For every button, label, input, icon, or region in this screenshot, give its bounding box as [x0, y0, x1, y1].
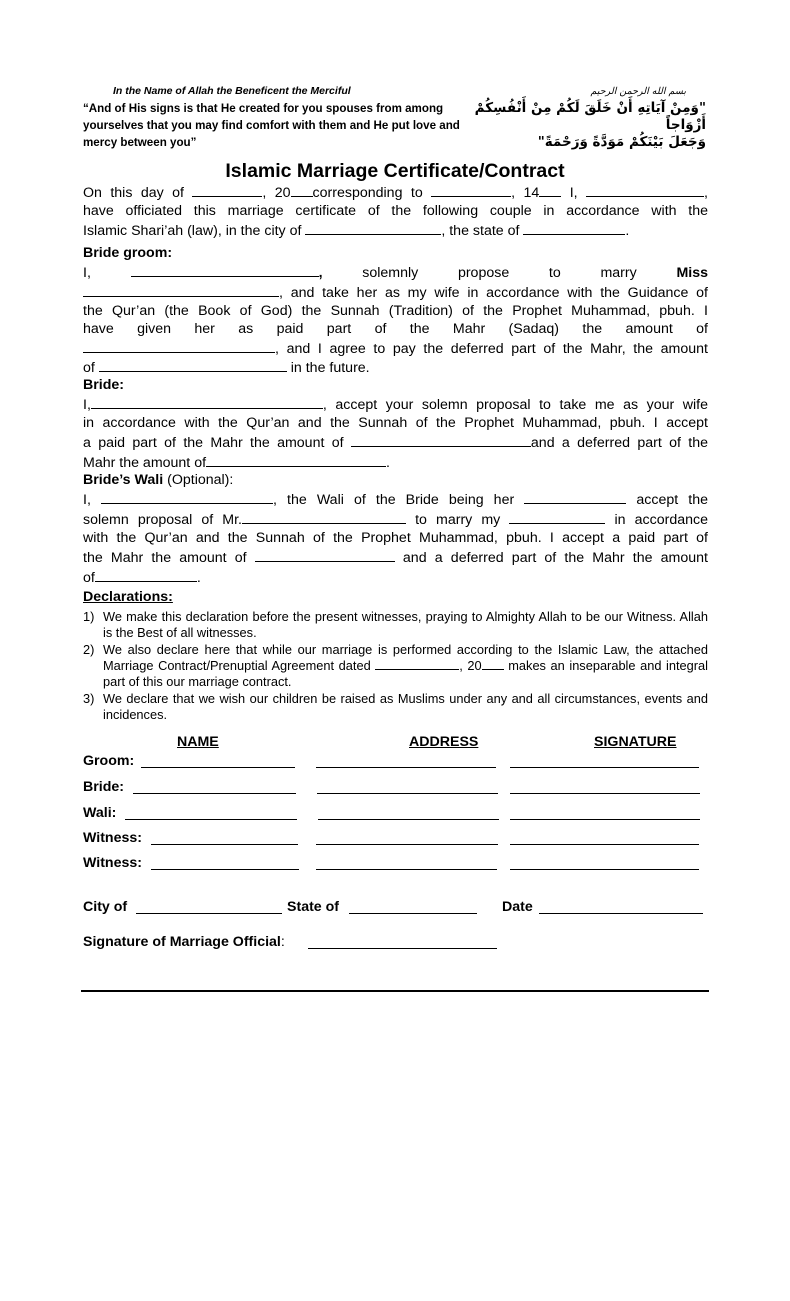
wali-line-4 — [83, 548, 708, 568]
intro-line-1 — [83, 183, 708, 203]
day-field[interactable] — [192, 183, 262, 197]
groom-name-field[interactable] — [131, 263, 319, 277]
bride-mahr-deferred-field[interactable] — [206, 453, 386, 467]
groom-text: , and I agree to pay the deferred part of the Mahr, the amount — [275, 340, 708, 357]
date-label: Date — [502, 899, 533, 915]
wali-mahr-deferred-field[interactable] — [95, 568, 197, 582]
witness-1-signature-line[interactable] — [510, 844, 699, 845]
row-label-witness-2: Witness: — [83, 855, 142, 871]
wali-text: solemn proposal of Mr. — [83, 511, 242, 528]
declaration-number: 2) — [83, 642, 95, 657]
wali-address-line[interactable] — [318, 819, 499, 820]
wali-heading-text: Bride’s Wali — [83, 472, 164, 488]
groom-line-5 — [83, 339, 708, 359]
groom-text: propose — [457, 264, 510, 281]
agreement-year-field[interactable] — [482, 658, 504, 670]
intro-text: . — [625, 222, 630, 239]
declaration-text: We declare that we wish our children be raised as Muslims under any and all circumstances, events and incidences. — [103, 691, 708, 723]
groom-text: to — [548, 264, 561, 281]
intro-text: corresponding to — [312, 185, 423, 201]
groom-line-4: have given her as paid part of the Mahr (Sadaq) the amount of — [83, 320, 708, 337]
wali-heading-optional: (Optional): — [163, 472, 234, 488]
hijri-date-field[interactable] — [431, 183, 511, 197]
wali-section — [83, 472, 708, 587]
groom-text: , and take her as my wife in accordance with the Guidance of — [279, 284, 708, 301]
declaration-item — [83, 691, 708, 723]
bride-name-field[interactable] — [83, 283, 279, 297]
official-signature-label — [83, 934, 285, 950]
declaration-text: We make this declaration before the present witnesses, praying to Almighty Allah to be our Witness. Allah is the Best of all witnesses. — [103, 609, 708, 641]
state-line[interactable] — [349, 913, 477, 914]
wali-line-1 — [83, 490, 708, 510]
groom-line-3: the Qur’an (the Book of God) the Sunnah (Tradition) of the Prophet Muhammad, pbuh. I — [83, 302, 708, 319]
witness-1-name-line[interactable] — [151, 844, 298, 845]
intro-line-3 — [83, 221, 708, 241]
mahr-deferred-field[interactable] — [99, 358, 287, 372]
wali-text: to marry my — [415, 511, 501, 528]
declaration-text-part: makes an inseparable and integral part of this our marriage contract. — [103, 658, 708, 690]
column-header-address: ADDRESS — [409, 734, 479, 750]
declarations-heading — [83, 589, 708, 607]
verse-arabic-line-2: وَجَعَلَ بَيْنَكُمْ مَوَدَّةً وَرَحْمَةً" — [537, 134, 706, 150]
bride-heading: Bride: — [83, 377, 124, 393]
wali-text: and a deferred part of the Mahr the amount — [402, 549, 708, 566]
witness-2-address-line[interactable] — [316, 869, 497, 870]
bride-line-2: in accordance with the Qur’an and the Sunnah of the Prophet Muhammad, pbuh. I accept — [83, 414, 708, 431]
bride-text: a paid part of the Mahr the amount of — [83, 434, 344, 451]
bride-text: and a deferred part of the — [530, 434, 708, 451]
witness-2-name-line[interactable] — [151, 869, 299, 870]
date-line[interactable] — [539, 913, 703, 914]
bride-signer-field[interactable] — [91, 395, 323, 409]
groom-text: Miss — [676, 264, 708, 281]
header-arabic — [470, 83, 706, 151]
declaration-text-part: , 20 — [459, 658, 482, 674]
groom-signature-line[interactable] — [510, 767, 699, 768]
wali-relation-field[interactable] — [524, 490, 626, 504]
official-label-text: Signature of Marriage Official — [83, 934, 281, 950]
groom-text: marry — [600, 264, 637, 281]
row-label-bride: Bride: — [83, 779, 124, 795]
wali-line-3: with the Qur’an and the Sunnah of the Prophet Muhammad, pbuh. I accept a paid part of — [83, 529, 708, 546]
official-signature-line[interactable] — [308, 948, 497, 949]
verse-arabic-line-1: "وَمِنْ آيَاتِهِ أَنْ خَلَقَ لَكُمْ مِنْ أَنْفُسِكُمْ أَزْوَاجاً — [474, 100, 706, 133]
declaration-number: 1) — [83, 609, 95, 624]
wali-line-2 — [83, 510, 708, 530]
bride-text: . — [386, 454, 390, 471]
wali-text: the Mahr the amount of — [83, 549, 247, 566]
bride-line-3 — [83, 433, 708, 453]
intro-text: , — [704, 185, 708, 201]
bride-line-4 — [83, 453, 708, 473]
officiant-name-field[interactable] — [586, 183, 704, 197]
intro-text: , 20 — [262, 185, 291, 201]
groom-heading: Bride groom: — [83, 245, 173, 261]
document-title: Islamic Marriage Certificate/Contract — [225, 160, 565, 182]
wali-text: . — [196, 569, 201, 586]
bride-text: I, — [83, 396, 91, 413]
declaration-text — [83, 642, 708, 691]
wali-bride-relation-field[interactable] — [509, 510, 605, 524]
agreement-date-field[interactable] — [375, 658, 459, 670]
wali-name-field[interactable] — [101, 490, 273, 504]
groom-name-line[interactable] — [141, 767, 295, 768]
groom-text: of — [83, 360, 95, 377]
declaration-text-part: We also declare here that while our marriage is performed according to the Islamic Law, the attached Marriage Contract/Prenuptial Agreement dated — [103, 642, 708, 674]
declaration-item — [83, 642, 708, 691]
groom-line-1 — [83, 263, 708, 283]
groom-text: , — [318, 264, 323, 281]
declaration-item — [83, 609, 708, 641]
header-english — [83, 83, 463, 151]
groom-line-2 — [83, 283, 708, 303]
city-field[interactable] — [305, 221, 441, 235]
bride-text: , accept your solemn proposal to take me as your wife — [322, 396, 708, 413]
row-label-wali: Wali: — [83, 805, 117, 821]
row-label-groom: Groom: — [83, 753, 135, 769]
declarations-title: Declarations: — [83, 589, 173, 605]
city-line[interactable] — [136, 913, 282, 914]
wali-text: of — [83, 569, 95, 586]
wali-heading — [83, 472, 708, 490]
groom-section — [83, 245, 708, 378]
bride-name-line[interactable] — [133, 793, 296, 794]
groom-text: in the future. — [290, 360, 370, 377]
verse-english: “And of His signs is that He created for you spouses from among yourselves that you may find comfort with them and He put love and mercy between you” — [83, 102, 460, 149]
intro-paragraph — [83, 183, 708, 241]
wali-text: in accordance — [614, 511, 708, 528]
wali-signature-line[interactable] — [510, 819, 700, 820]
bismillah-arabic: بسم الله الرحمن الرحيم — [590, 86, 686, 97]
declaration-number: 3) — [83, 691, 95, 706]
bride-line-1 — [83, 395, 708, 415]
groom-text: I, — [83, 264, 91, 281]
groom-line-6 — [83, 358, 708, 378]
year-field[interactable] — [291, 183, 313, 197]
state-label: State of — [287, 899, 340, 915]
wali-name-line[interactable] — [125, 819, 297, 820]
column-header-signature: SIGNATURE — [594, 734, 677, 750]
bride-section — [83, 377, 708, 473]
state-field[interactable] — [523, 221, 625, 235]
hijri-year-field[interactable] — [539, 183, 561, 197]
bride-signature-line[interactable] — [510, 793, 700, 794]
city-label: City of — [83, 899, 128, 915]
groom-text: solemnly — [362, 264, 419, 281]
witness-1-address-line[interactable] — [316, 844, 498, 845]
groom-address-line[interactable] — [316, 767, 496, 768]
row-label-witness-1: Witness: — [83, 830, 142, 846]
wali-line-5 — [83, 568, 708, 588]
column-header-name: NAME — [177, 734, 219, 750]
wali-text: I, — [83, 491, 91, 508]
intro-line-2: have officiated this marriage certificate of the following couple in accordance with the — [83, 202, 708, 219]
bride-text: Mahr the amount of — [83, 454, 207, 471]
mahr-paid-field[interactable] — [83, 339, 275, 353]
intro-text: Islamic Shari’ah (law), in the city of — [83, 222, 302, 239]
intro-text: , the state of — [441, 222, 520, 239]
wali-text: accept the — [636, 491, 708, 508]
wali-mahr-paid-field[interactable] — [255, 548, 395, 562]
intro-text: , 14 — [511, 185, 540, 201]
bottom-rule — [81, 990, 709, 992]
bride-address-line[interactable] — [317, 793, 498, 794]
witness-2-signature-line[interactable] — [510, 869, 699, 870]
intro-text: I, — [569, 185, 578, 201]
wali-groom-name-field[interactable] — [242, 510, 406, 524]
intro-text: On this day of — [83, 185, 184, 201]
official-label-colon: : — [280, 934, 285, 950]
bismillah-english: In the Name of Allah the Beneficent the Merciful — [113, 85, 351, 97]
bride-mahr-paid-field[interactable] — [351, 433, 531, 447]
wali-text: , the Wali of the Bride being her — [272, 491, 515, 508]
